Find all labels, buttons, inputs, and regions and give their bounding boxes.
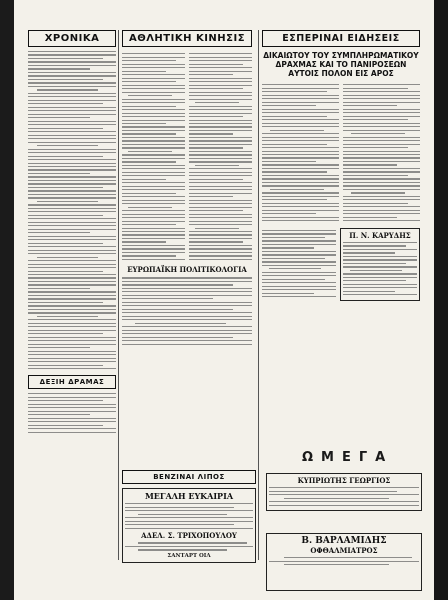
trichopoulos-title: ΑΔΕΛ. Σ. ΤΡΙΧΟΠΟΥΛΟΥ — [141, 531, 237, 541]
athletics-column — [122, 30, 252, 347]
evening-news-body — [262, 82, 420, 224]
evening-lower-row — [262, 228, 420, 301]
politics-subheading: ΕΥΡΩΠΑΪΚΗ ΠΟΛΙΤΙΚΟΛΟΓΙΑ — [127, 265, 247, 275]
benzine-ad-heading: ΒΕΝΖΙΝΑΙ ΛΙΠΟΣ — [122, 470, 256, 484]
varlamidis-title: ΟΦΘΑΛΜΙΑΤΡΟΣ — [310, 546, 378, 555]
athletics-body — [122, 51, 252, 262]
benzine-ad — [122, 470, 256, 566]
karydis-ad — [340, 228, 420, 301]
kyprioti-ad — [266, 473, 422, 511]
column-rule — [118, 30, 119, 560]
dekse-body — [28, 393, 116, 433]
omega-banner: ΩΜΕΓΑ — [302, 450, 394, 465]
varlamidis-name: Β. ΒΑΡΛΑΜΙΔΗΣ — [301, 536, 387, 546]
chronika-body — [28, 51, 116, 369]
evening-news-headline: ΔΙΚΑΙΩΤΟΥ ΤΟΥ ΣΥΜΠΛΗΡΩΜΑΤΙΚΟΥ ΔΡΑΧΜΑΣ ΚΑΙ ΤΟ ΠΑΝΙΡΟΣΕΩΝ ΑΥΤΟΙΣ ΠΟΛΟΝ ΕΙΣ ΑΡΟΣ — [263, 51, 419, 78]
chronika-column — [28, 30, 116, 435]
chronika-heading: ΧΡΟΝΙΚΑ — [28, 30, 116, 47]
varlamidis-ad — [266, 533, 422, 591]
evening-news-heading: ΕΣΠΕΡΙΝΑΙ ΕΙΔΗΣΕΙΣ — [262, 30, 420, 47]
newspaper-page — [14, 0, 434, 600]
kyprioti-ad-title: ΚΥΠΡΙΩΤΗΣ ΓΕΩΡΓΙΟΣ — [297, 476, 391, 485]
standard-oil-label: ΣΑΝΤΑΡΤ ΟΙΛ — [167, 552, 211, 559]
athletics-heading: ΑΘΛΗΤΙΚΗ ΚΙΝΗΣΙΣ — [122, 30, 252, 47]
megali-eukairia-title: ΜΕΓΑΛΗ ΕΥΚΑΙΡΙΑ — [144, 491, 234, 501]
megali-eukairia-box — [122, 488, 256, 563]
evening-news-column — [262, 30, 420, 301]
binding-shadow — [0, 0, 14, 600]
column-rule — [258, 30, 259, 560]
politics-body — [122, 277, 252, 344]
right-edge-shadow — [434, 0, 448, 600]
dekse-dramas-heading: ΔΕΞΙΗ ΔΡΑΜΑΣ — [28, 375, 116, 389]
karydis-ad-title: Π. Ν. ΚΑΡΥΔΗΣ — [349, 230, 411, 240]
